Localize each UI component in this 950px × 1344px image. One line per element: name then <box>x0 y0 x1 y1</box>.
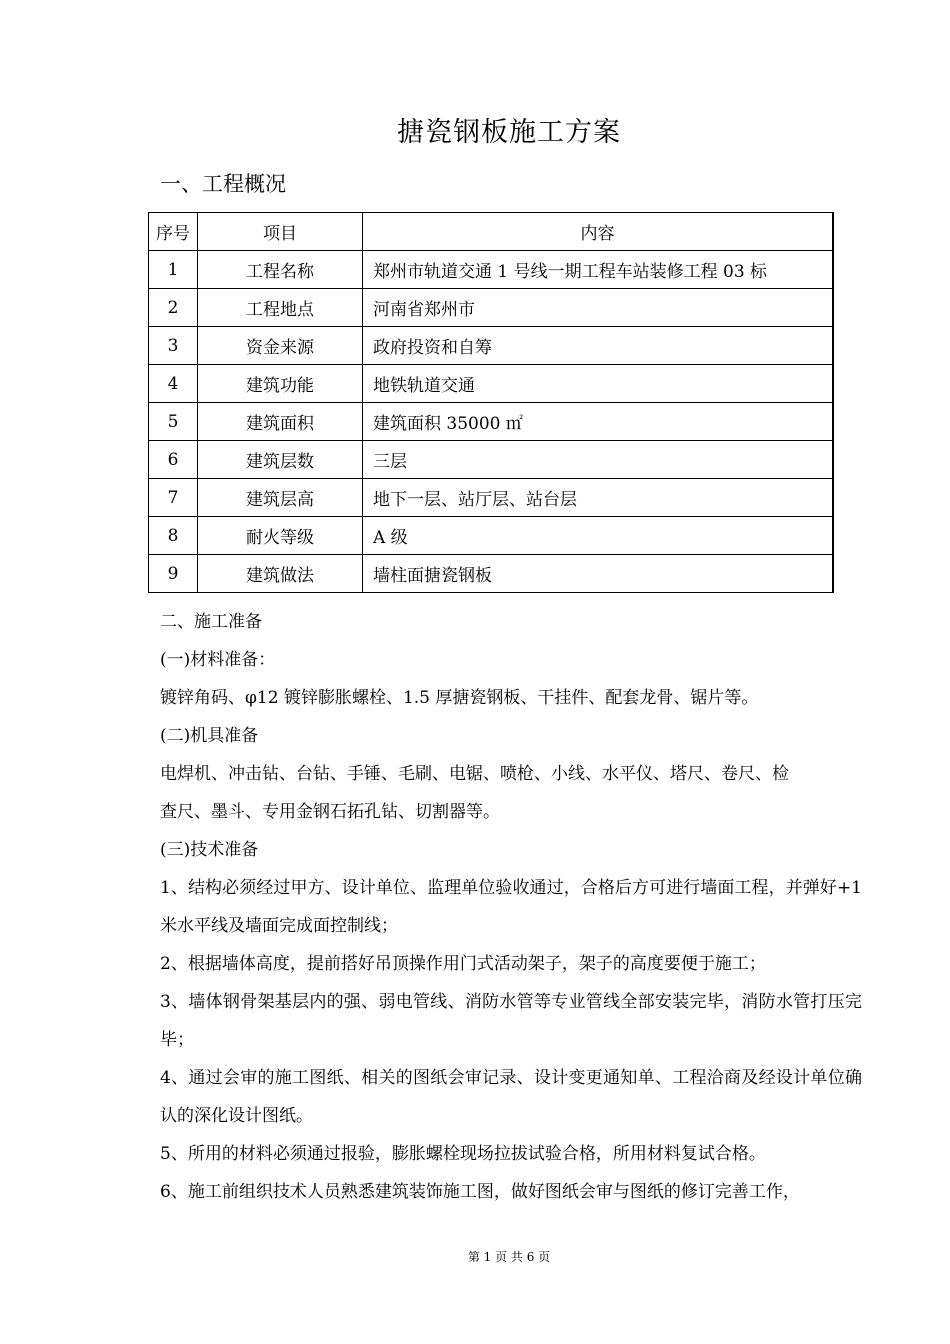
tools-text-line: 查尺、墨斗、专用金钢石拓孔钻、切割器等。 <box>160 802 500 822</box>
table-cell: 资金来源 <box>198 327 363 365</box>
table-row <box>149 479 834 517</box>
table-cell: 政府投资和自筹 <box>363 327 834 365</box>
tech-item: 4、通过会审的施工图纸、相关的图纸会审记录、设计变更通知单、工程洽商及经设计单位确认的深化设计图纸。 <box>160 1068 862 1126</box>
table-cell: 建筑层高 <box>198 479 363 517</box>
table-cell: 2 <box>149 289 198 327</box>
table-row <box>149 441 834 479</box>
table-header-row <box>149 213 834 251</box>
section-heading-overview: 一、工程概况 <box>160 172 286 196</box>
table-cell: 建筑面积 <box>198 403 363 441</box>
subheading-technical: (三)技术准备 <box>160 840 259 860</box>
table-header-cell: 项目 <box>198 213 363 251</box>
page-title: 搪瓷钢板施工方案 <box>397 117 621 148</box>
tech-item: 2、根据墙体高度，提前搭好吊顶操作用门式活动架子，架子的高度要便于施工； <box>160 954 766 974</box>
table-cell: 地下一层、站厅层、站台层 <box>363 479 834 517</box>
materials-text: 镀锌角码、φ12 镀锌膨胀螺栓、1.5 厚搪瓷钢板、干挂件、配套龙骨、锯片等。 <box>160 688 759 708</box>
table-header-cell: 序号 <box>149 213 198 251</box>
tech-item: 5、所用的材料必须通过报验，膨胀螺栓现场拉拔试验合格，所用材料复试合格。 <box>160 1144 766 1164</box>
table-cell: 河南省郑州市 <box>363 289 834 327</box>
table-row <box>149 365 834 403</box>
table-header-cell: 内容 <box>363 213 834 251</box>
subheading-materials: (一)材料准备： <box>160 650 276 670</box>
table-cell: 三层 <box>363 441 834 479</box>
table-row <box>149 555 834 593</box>
table-cell: 工程地点 <box>198 289 363 327</box>
tech-item: 3、墙体钢骨架基层内的强、弱电管线、消防水管等专业管线全部安装完毕，消防水管打压完毕； <box>160 992 862 1050</box>
table-cell: A 级 <box>363 517 834 555</box>
table-row <box>149 517 834 555</box>
section-heading-preparation: 二、施工准备 <box>160 612 262 632</box>
table-row <box>149 251 834 289</box>
table-cell: 建筑功能 <box>198 365 363 403</box>
table-cell: 地铁轨道交通 <box>363 365 834 403</box>
table-cell: 6 <box>149 441 198 479</box>
table-cell: 郑州市轨道交通 1 号线一期工程车站装修工程 03 标 <box>363 251 834 289</box>
body-text <box>160 603 862 1211</box>
table-cell: 建筑面积 35000 ㎡ <box>363 403 834 441</box>
table-cell: 工程名称 <box>198 251 363 289</box>
table-row <box>149 327 834 365</box>
table-cell: 耐火等级 <box>198 517 363 555</box>
table-cell: 5 <box>149 403 198 441</box>
tech-item: 1、结构必须经过甲方、设计单位、监理单位验收通过，合格后方可进行墙面工程，并弹好+1 米水平线及墙面完成面控制线； <box>160 878 862 936</box>
table-cell: 建筑层数 <box>198 441 363 479</box>
project-overview-table <box>148 212 834 593</box>
tech-item: 6、施工前组织技术人员熟悉建筑装饰施工图，做好图纸会审与图纸的修订完善工作， <box>160 1182 800 1202</box>
table-cell: 建筑做法 <box>198 555 363 593</box>
table-row <box>149 289 834 327</box>
table-row <box>149 403 834 441</box>
table-cell: 1 <box>149 251 198 289</box>
table-cell: 8 <box>149 517 198 555</box>
table-cell: 3 <box>149 327 198 365</box>
page-footer: 第 1 页 共 6 页 <box>467 1250 551 1264</box>
table-cell: 9 <box>149 555 198 593</box>
table-cell: 墙柱面搪瓷钢板 <box>363 555 834 593</box>
table-cell: 7 <box>149 479 198 517</box>
subheading-tools: (二)机具准备 <box>160 726 259 746</box>
table-cell: 4 <box>149 365 198 403</box>
tools-text-line: 电焊机、冲击钻、台钻、手锤、毛刷、电锯、喷枪、小线、水平仪、塔尺、卷尺、检 <box>160 764 789 784</box>
